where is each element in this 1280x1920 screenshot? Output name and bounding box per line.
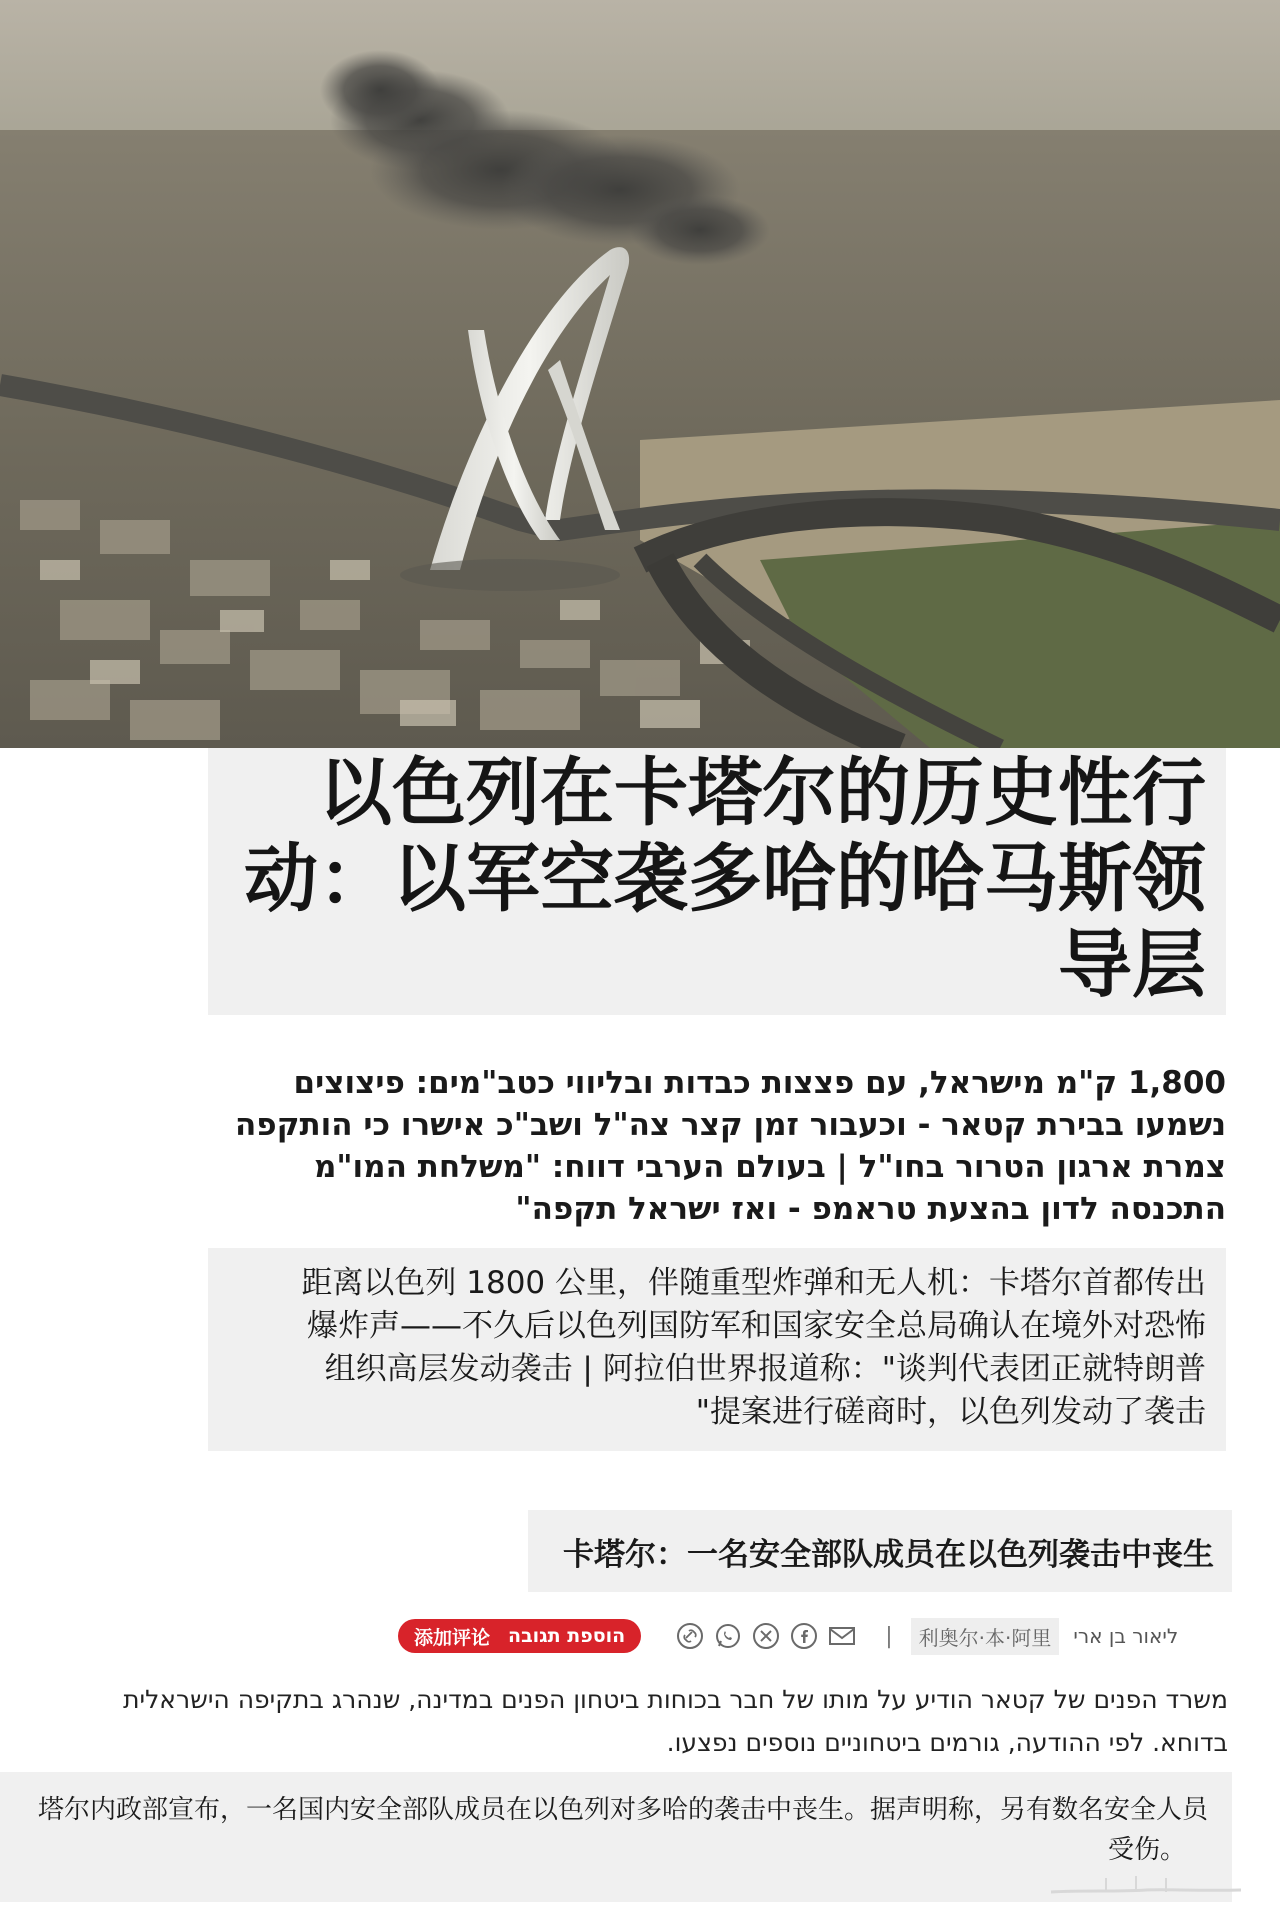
breaking-update-text: 卡塔尔：一名安全部队成员在以色列袭击中丧生: [563, 1536, 1214, 1573]
body-line: משרד הפנים של קטאר הודיע על מותו של חבר בכוחות ביטחון הפנים במדינה, שנהרג בתקיפה הישראלית: [123, 1685, 1228, 1714]
breaking-update-label: [528, 1510, 1232, 1592]
body-cn-line: 受伤。: [1107, 1835, 1186, 1865]
author-name-translation: 利奥尔·本·阿里: [911, 1618, 1060, 1655]
hero-image: [0, 0, 1280, 748]
watermark-mark: [1046, 1870, 1246, 1900]
share-icons: [675, 1621, 857, 1651]
article-meta-bar: [398, 1617, 1238, 1655]
facebook-icon[interactable]: [789, 1621, 819, 1651]
body-line: בדוחא. לפי ההודעה, גורמים ביטחוניים נוספים נפצעו.: [666, 1728, 1228, 1757]
headline-translation: [208, 748, 1226, 1015]
article-body-hebrew: [10, 1678, 1228, 1764]
subhead-line: צמרת ארגון הטרור בחו"ל | בעולם הערבי דווח: "משלחת המו"מ: [313, 1149, 1226, 1185]
subhead-line: נשמעו בבירת קטאר - וכעבור זמן קצר צה"ל ושב"כ אישרו כי הותקפה: [234, 1107, 1226, 1143]
add-comment-label-cn: 添加评论: [414, 1626, 491, 1649]
subhead-line: התכנסה לדון בהצעת טראמפ - ואז ישראל תקפה": [515, 1191, 1226, 1227]
link-icon[interactable]: [675, 1621, 705, 1651]
body-cn-line: 塔尔内政部宣布，一名国内安全部队成员在以色列对多哈的袭击中丧生。据声明称，另有数名安全人员: [37, 1795, 1208, 1825]
subhead-hebrew: [210, 1062, 1226, 1230]
headline-line: 导层: [1058, 922, 1206, 1008]
subhead-translation: [208, 1248, 1226, 1451]
add-comment-button[interactable]: [398, 1619, 641, 1653]
whatsapp-icon[interactable]: [713, 1621, 743, 1651]
meta-divider: |: [885, 1623, 893, 1649]
headline-line: 以色列在卡塔尔的历史性行: [318, 750, 1206, 836]
headline-line: 动：以军空袭多哈的哈马斯领: [244, 836, 1206, 922]
x-icon[interactable]: [751, 1621, 781, 1651]
subhead-cn-line: "提案进行磋商时，以色列发动了袭击: [695, 1394, 1206, 1430]
subhead-cn-line: 距离以色列 1800 公里，伴随重型炸弹和无人机：卡塔尔首都传出: [301, 1265, 1206, 1301]
doha-aerial-photo: [0, 0, 1280, 748]
add-comment-label-he: הוספת תגובה: [508, 1625, 626, 1647]
author-name[interactable]: ליאור בן ארי: [1073, 1624, 1179, 1648]
email-icon[interactable]: [827, 1621, 857, 1651]
subhead-line: 1,800 ק"מ מישראל, עם פצצות כבדות ובליווי כטב"מים: פיצוצים: [293, 1065, 1226, 1101]
subhead-cn-line: 组织高层发动袭击 | 阿拉伯世界报道称："谈判代表团正就特朗普: [324, 1351, 1206, 1387]
subhead-cn-line: 爆炸声——不久后以色列国防军和国家安全总局确认在境外对恐怖: [307, 1308, 1206, 1344]
